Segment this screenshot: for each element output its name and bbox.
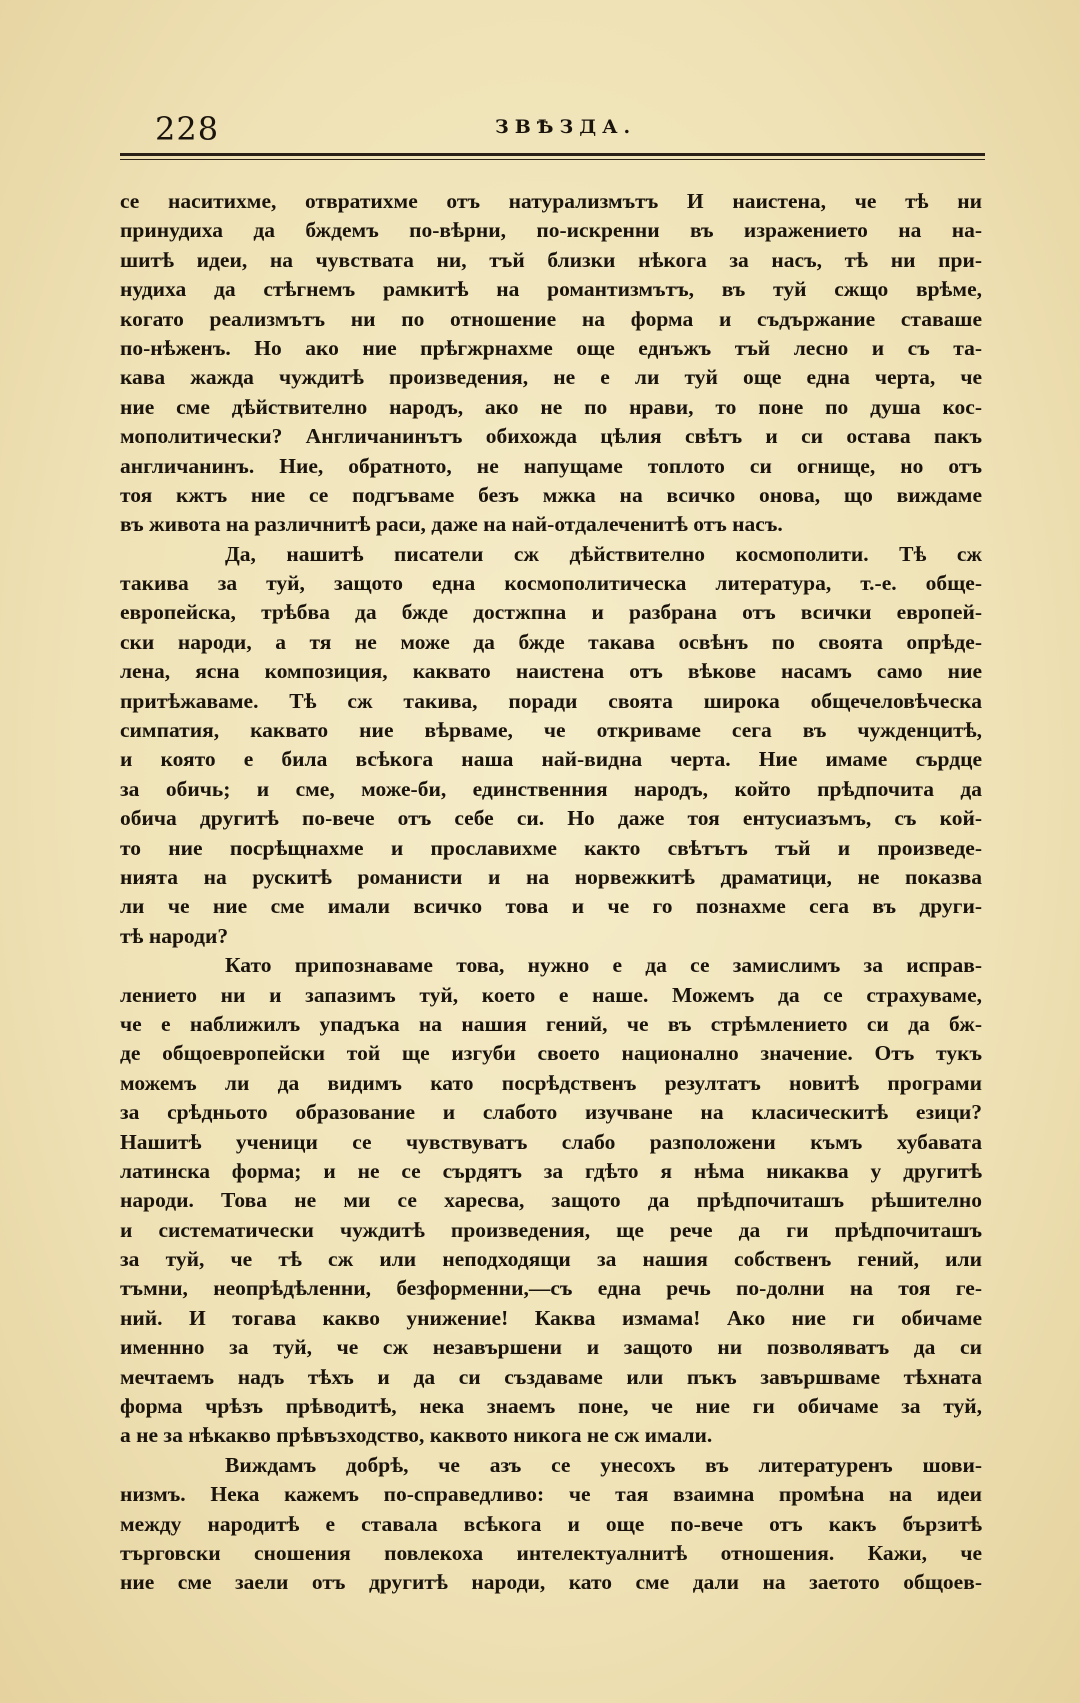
text-line: ски народи, а тя не може да бжде такава освѣнъ по своята опрѣде- bbox=[120, 629, 982, 654]
paragraph-first-line: Виждамъ добрѣ, че азъ се унесохъ въ литературенъ шови- bbox=[225, 1452, 982, 1477]
text-line: тѣ народи? bbox=[120, 923, 229, 948]
text-line: лението ни и запазимъ туй, което е наше. Можемъ да се страхуваме, bbox=[120, 982, 982, 1007]
text-body bbox=[120, 187, 982, 1598]
text-line: форма чрѣзъ прѣводитѣ, нека знаемъ поне, че ние ги обичаме за туй, bbox=[120, 1394, 982, 1419]
text-line: въ живота на различнитѣ раси, даже на най-отдалеченитѣ отъ насъ. bbox=[120, 512, 783, 537]
text-line: за срѣдньото образование и слабото изучване на класическитѣ езици? bbox=[120, 1100, 982, 1125]
running-title: ЗВѢЗДА. bbox=[495, 116, 637, 138]
text-line: а не за нѣкакво прѣвъзходство, каквото никога не сж имали. bbox=[120, 1423, 713, 1448]
header-rule-thin bbox=[120, 159, 985, 160]
text-line: принудиха да бждемъ по-вѣрни, по-искренни въ изражението на на- bbox=[120, 218, 982, 243]
text-line: именнно за туй, че сж незавършени и защото ни позволяватъ да си bbox=[120, 1335, 982, 1360]
text-line: за туй, че тѣ сж или неподходящи за нашия собственъ гений, или bbox=[120, 1247, 982, 1272]
text-line: такива за туй, защото една космополитическа литература, т.-е. обще- bbox=[120, 571, 982, 596]
text-line: обича другитѣ по-вече отъ себе си. Но даже тоя ентусиазъмъ, съ кой- bbox=[120, 806, 982, 831]
text-line: и систематически чуждитѣ произведения, ще рече да ги прѣдпочиташъ bbox=[120, 1217, 982, 1242]
text-line: мополитически? Англичанинътъ обихожда цѣлия свѣтъ и си остава пакъ bbox=[120, 424, 982, 449]
text-line: тоя кжтъ ние се подгъваме безъ мжка на всичко онова, що виждаме bbox=[120, 482, 982, 507]
text-line: де общоевропейски той ще изгуби своето национално значение. Отъ тукъ bbox=[120, 1041, 982, 1066]
text-line: лена, ясна композиция, каквато наистена отъ вѣкове насамъ само ние bbox=[120, 659, 982, 684]
text-line: мечтаемъ надъ тѣхъ и да си създаваме или пъкъ завършваме тѣхната bbox=[120, 1364, 982, 1389]
text-line: се наситихме, отвратихме отъ натурализмътъ И наистена, че тѣ ни bbox=[120, 189, 982, 213]
text-line: латинска форма; и не се сърдятъ за гдѣто я нѣма никаква у другитѣ bbox=[120, 1158, 982, 1183]
header-rule-thick bbox=[120, 153, 985, 156]
text-line: когато реализмътъ ни по отношение на форма и съдържание ставаше bbox=[120, 306, 982, 331]
text-line: то ние посрѣщнахме и прославихме както свѣтътъ тъй и произведе- bbox=[120, 835, 982, 860]
paragraph-first-line: Да, нашитѣ писатели сж дѣйствително космополити. Тѣ сж bbox=[225, 541, 982, 566]
text-line: че е наближилъ упадъка на нашия гений, че въ стрѣмлението си да бж- bbox=[120, 1011, 982, 1036]
text-line: Нашитѣ ученици се чувствуватъ слабо разположени къмъ хубавата bbox=[120, 1129, 982, 1154]
text-line: ний. И тогава какво унижение! Каква измама! Ако ние ги обичаме bbox=[120, 1305, 982, 1330]
page-number: 228 bbox=[155, 110, 220, 148]
text-line: европейска, трѣбва да бжде достжпна и разбрана отъ всички европей- bbox=[120, 600, 982, 625]
paragraph-first-line: Като припознаваме това, нужно е да се замислимъ за исправ- bbox=[225, 953, 982, 978]
text-line: нията на рускитѣ романисти и на норвежкитѣ драматици, не показва bbox=[120, 864, 982, 889]
text-line: низмъ. Нека кажемъ по-справедливо: че тая взаимна промѣна на идеи bbox=[120, 1482, 982, 1507]
text-line: ние сме заели отъ другитѣ народи, като сме дали на заетото общоев- bbox=[120, 1570, 982, 1595]
text-line: шитѣ идеи, на чувствата ни, тъй близки нѣкога за насъ, тѣ ни при- bbox=[120, 247, 982, 272]
text-line: симпатия, каквато ние вѣрваме, че откриваме сега въ чужденцитѣ, bbox=[120, 718, 982, 743]
text-line: можемъ ли да видимъ като посрѣдственъ резултатъ новитѣ програми bbox=[120, 1070, 982, 1095]
text-line: ли че ние сме имали всичко това и че го познахме сега въ други- bbox=[120, 894, 982, 919]
text-line: тъмни, неопрѣдѣленни, безформенни,—съ една речь по-долни на тоя ге- bbox=[120, 1276, 982, 1301]
text-line: и която е била всѣкога наша най-видна черта. Ние имаме сърдце bbox=[120, 747, 982, 772]
text-line: англичанинъ. Ние, обратното, не напущаме топлото си огнище, но отъ bbox=[120, 453, 982, 478]
text-line: за обичь; и сме, може-би, единственния народъ, който прѣдпочита да bbox=[120, 776, 982, 801]
text-line: народи. Това не ми се харесва, защото да прѣдпочиташъ рѣшително bbox=[120, 1188, 982, 1213]
text-line: ние сме дѣйствително народъ, ако не по нрави, то поне по душа кос- bbox=[120, 394, 982, 419]
text-line: кава жажда чуждитѣ произведения, не е ли туй още една черта, че bbox=[120, 365, 982, 390]
text-line: по-нѣженъ. Но ако ние прѣгжрнахме още еднъжъ тъй лесно и съ та- bbox=[120, 335, 982, 360]
text-line: търговски сношения повлекоха интелектуалнитѣ отношения. Кажи, че bbox=[120, 1540, 982, 1565]
page-header bbox=[155, 110, 985, 154]
text-line: между народитѣ е ставала всѣкога и още по-вече отъ какъ бързитѣ bbox=[120, 1511, 982, 1536]
text-line: нудиха да стѣгнемъ рамкитѣ на романтизмътъ, въ туй сжщо врѣме, bbox=[120, 277, 982, 302]
text-line: притѣжаваме. Тѣ сж такива, поради своята широка общечеловѣческа bbox=[120, 688, 982, 713]
